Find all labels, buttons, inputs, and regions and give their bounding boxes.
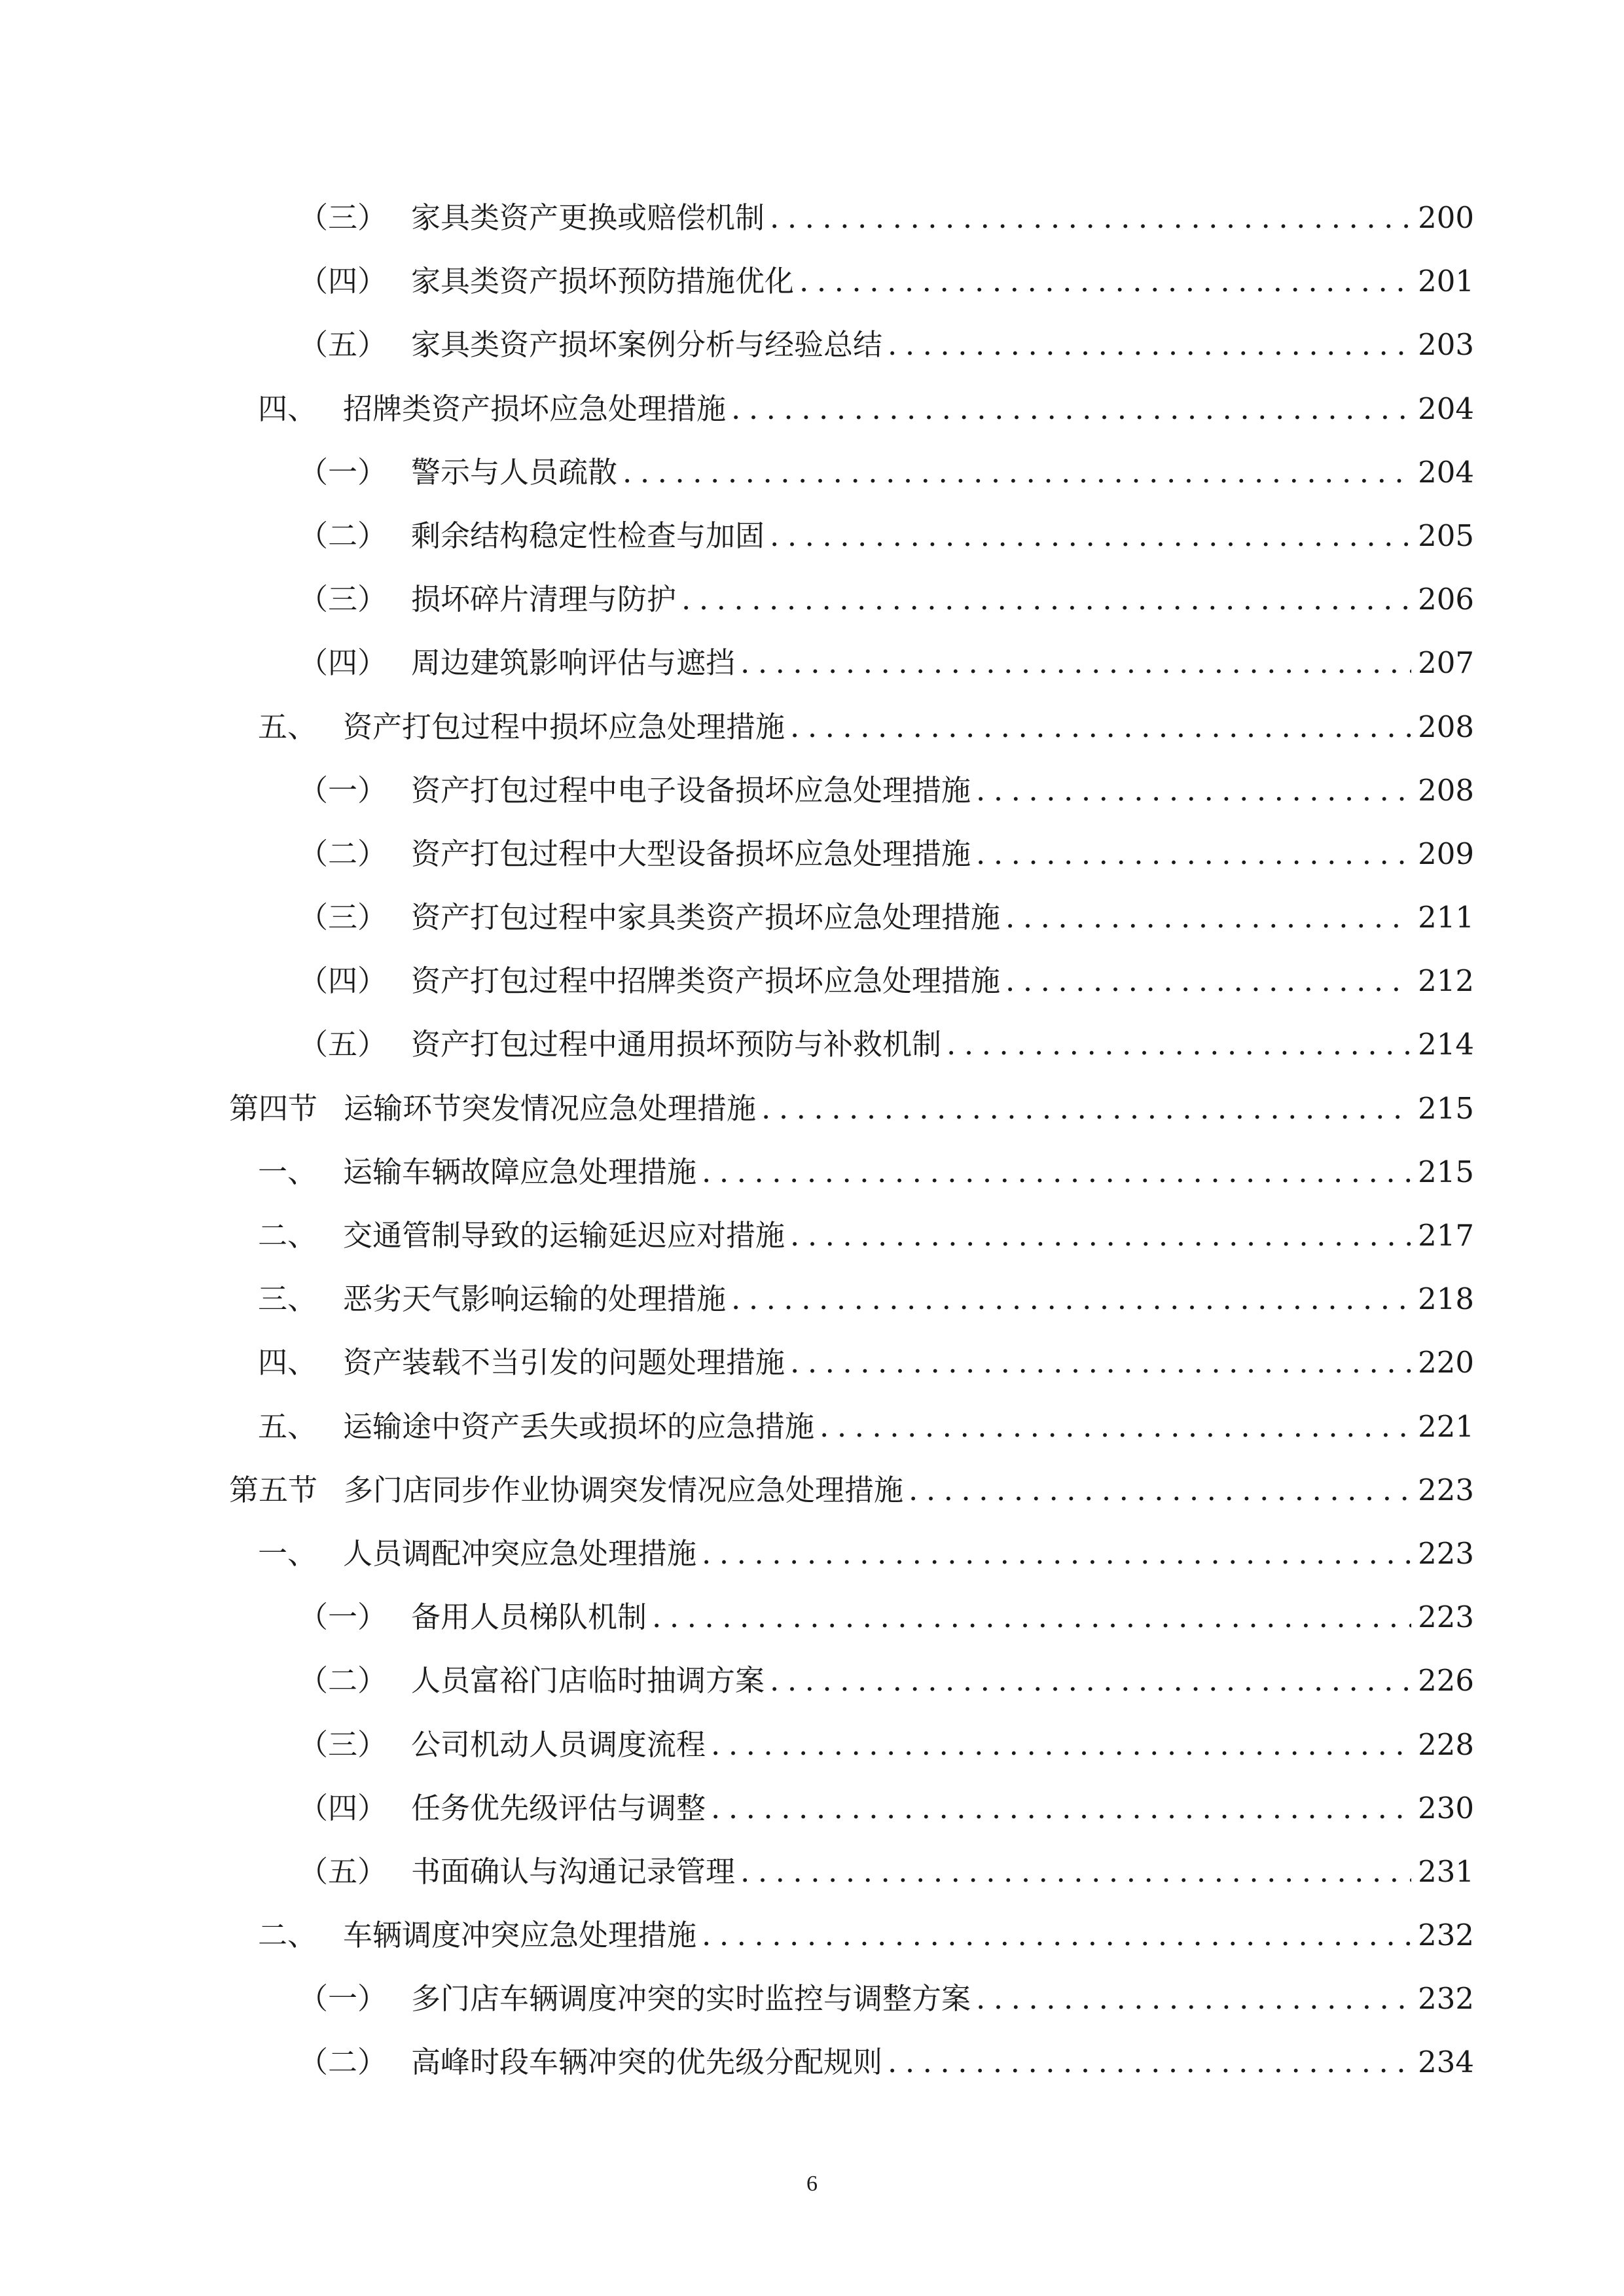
toc-entry-number: （五） xyxy=(298,1027,388,1062)
toc-entry-title: 车辆调度冲突应急处理措施 xyxy=(343,1918,697,1953)
toc-entry-page: 221 xyxy=(1418,1408,1474,1444)
toc-entry-title: 警示与人员疏散 xyxy=(411,454,618,490)
toc-entry-title: 家具类资产损坏预防措施优化 xyxy=(411,264,795,299)
toc-entry-page: 217 xyxy=(1418,1218,1474,1253)
toc-entry-number: 二、 xyxy=(258,1918,317,1953)
toc-dot-leader xyxy=(740,634,1411,692)
toc-entry[interactable] xyxy=(229,570,1474,634)
toc-dot-leader xyxy=(976,761,1411,820)
toc-dot-leader xyxy=(702,1524,1411,1583)
toc-entry-page: 200 xyxy=(1418,200,1474,235)
toc-entry-title: 资产打包过程中电子设备损坏应急处理措施 xyxy=(411,772,971,808)
toc-entry-number: （三） xyxy=(298,1727,388,1762)
toc-entry-number: 三、 xyxy=(258,1282,317,1317)
toc-entry-page: 223 xyxy=(1418,1535,1474,1571)
toc-entry-title: 人员调配冲突应急处理措施 xyxy=(343,1535,697,1571)
toc-entry[interactable] xyxy=(229,1333,1474,1397)
toc-entry-number: （三） xyxy=(298,200,388,235)
toc-entry-title: 资产打包过程中通用损坏预防与补救机制 xyxy=(411,1027,942,1062)
toc-entry[interactable] xyxy=(229,1079,1474,1143)
toc-entry[interactable] xyxy=(229,1143,1474,1206)
toc-entry[interactable] xyxy=(229,1842,1474,1906)
toc-dot-leader xyxy=(770,1651,1411,1710)
toc-entry-page: 211 xyxy=(1418,900,1474,935)
toc-entry-page: 215 xyxy=(1418,1154,1474,1189)
toc-entry-number: （五） xyxy=(298,327,388,363)
toc-entry-page: 226 xyxy=(1418,1663,1474,1698)
toc-entry-title: 家具类资产更换或赔偿机制 xyxy=(411,200,765,235)
toc-entry[interactable] xyxy=(229,1651,1474,1715)
toc-entry-page: 204 xyxy=(1418,454,1474,490)
toc-entry[interactable] xyxy=(229,634,1474,697)
toc-dot-leader xyxy=(702,1143,1411,1202)
toc-entry[interactable] xyxy=(229,825,1474,888)
toc-entry-number: （二） xyxy=(298,1663,388,1698)
toc-dot-leader xyxy=(1005,952,1411,1011)
toc-entry-page: 220 xyxy=(1418,1345,1474,1380)
toc-entry[interactable] xyxy=(229,188,1474,252)
toc-entry-page: 208 xyxy=(1418,772,1474,808)
toc-entry[interactable] xyxy=(229,507,1474,570)
toc-entry-number: 一、 xyxy=(258,1535,317,1571)
toc-entry-number: （四） xyxy=(298,963,388,999)
toc-entry-page: 209 xyxy=(1418,836,1474,871)
toc-entry[interactable] xyxy=(229,1906,1474,1969)
toc-entry-number: （三） xyxy=(298,582,388,617)
toc-entry-title: 资产打包过程中大型设备损坏应急处理措施 xyxy=(411,836,971,871)
toc-entry[interactable] xyxy=(229,1461,1474,1524)
page-number: 6 xyxy=(806,2172,818,2196)
toc-entry-page: 208 xyxy=(1418,709,1474,744)
toc-dot-leader xyxy=(799,252,1411,311)
toc-entry-page: 230 xyxy=(1418,1790,1474,1825)
toc-dot-leader xyxy=(623,443,1411,502)
toc-entry-title: 交通管制导致的运输延迟应对措施 xyxy=(343,1218,785,1253)
toc-entry-number: 四、 xyxy=(258,391,317,426)
toc-entry-title: 任务优先级评估与调整 xyxy=(411,1790,706,1825)
toc-dot-leader xyxy=(740,1842,1411,1901)
toc-entry-number: 第四节 xyxy=(229,1090,318,1126)
toc-entry-number: 第五节 xyxy=(229,1472,318,1507)
toc-entry-number: （一） xyxy=(298,1600,388,1635)
toc-entry-number: （四） xyxy=(298,264,388,299)
toc-entry[interactable] xyxy=(229,1524,1474,1588)
toc-entry[interactable] xyxy=(229,698,1474,761)
toc-dot-leader xyxy=(790,1206,1411,1265)
toc-entry[interactable] xyxy=(229,1206,1474,1270)
toc-entry-page: 205 xyxy=(1418,518,1474,553)
toc-entry[interactable] xyxy=(229,952,1474,1015)
toc-dot-leader xyxy=(770,188,1411,247)
toc-entry-number: 五、 xyxy=(258,709,317,744)
toc-dot-leader xyxy=(947,1015,1411,1074)
toc-entry-page: 231 xyxy=(1418,1854,1474,1889)
toc-entry-page: 203 xyxy=(1418,327,1474,363)
toc-dot-leader xyxy=(888,2033,1411,2092)
toc-entry-number: （二） xyxy=(298,836,388,871)
toc-entry-title: 书面确认与沟通记录管理 xyxy=(411,1854,736,1889)
toc-entry-number: 二、 xyxy=(258,1218,317,1253)
toc-entry[interactable] xyxy=(229,1270,1474,1333)
toc-dot-leader xyxy=(652,1588,1411,1647)
toc-entry[interactable] xyxy=(229,2033,1474,2096)
toc-dot-leader xyxy=(820,1397,1411,1456)
toc-entry-page: 232 xyxy=(1418,1918,1474,1953)
toc-dot-leader xyxy=(770,507,1411,565)
toc-entry-title: 招牌类资产损坏应急处理措施 xyxy=(343,391,727,426)
toc-dot-leader xyxy=(909,1461,1411,1520)
toc-dot-leader xyxy=(711,1779,1411,1838)
toc-entry-title: 人员富裕门店临时抽调方案 xyxy=(411,1663,765,1698)
toc-dot-leader xyxy=(731,380,1411,439)
toc-dot-leader xyxy=(790,698,1411,757)
toc-entry-page: 201 xyxy=(1418,264,1474,299)
toc-entry-title: 资产打包过程中家具类资产损坏应急处理措施 xyxy=(411,900,1001,935)
toc-entry-title: 周边建筑影响评估与遮挡 xyxy=(411,645,736,681)
toc-entry-title: 恶劣天气影响运输的处理措施 xyxy=(343,1282,727,1317)
toc-entry[interactable] xyxy=(229,1015,1474,1079)
toc-entry-page: 212 xyxy=(1418,963,1474,999)
toc-entry-number: （四） xyxy=(298,645,388,681)
toc-entry-page: 234 xyxy=(1418,2045,1474,2080)
toc-entry-title: 多门店车辆调度冲突的实时监控与调整方案 xyxy=(411,1981,971,2017)
toc-dot-leader xyxy=(702,1906,1411,1965)
toc-entry-title: 资产打包过程中招牌类资产损坏应急处理措施 xyxy=(411,963,1001,999)
toc-entry[interactable] xyxy=(229,315,1474,379)
toc-dot-leader xyxy=(711,1715,1411,1774)
toc-dot-leader xyxy=(731,1270,1411,1329)
toc-entry[interactable] xyxy=(229,252,1474,315)
toc-entry[interactable] xyxy=(229,888,1474,952)
toc-entry-title: 运输车辆故障应急处理措施 xyxy=(343,1154,697,1189)
toc-entry-title: 备用人员梯队机制 xyxy=(411,1600,647,1635)
toc-entry-page: 232 xyxy=(1418,1981,1474,2017)
toc-entry[interactable] xyxy=(229,1588,1474,1651)
toc-entry-page: 223 xyxy=(1418,1472,1474,1507)
toc-entry[interactable] xyxy=(229,761,1474,825)
toc-entry-title: 资产装载不当引发的问题处理措施 xyxy=(343,1345,785,1380)
toc-entry-title: 资产打包过程中损坏应急处理措施 xyxy=(343,709,785,744)
toc-entry-number: （三） xyxy=(298,900,388,935)
toc-entry[interactable] xyxy=(229,443,1474,507)
toc-dot-leader xyxy=(681,570,1411,629)
toc-entry-title: 公司机动人员调度流程 xyxy=(411,1727,706,1762)
toc-entry-page: 206 xyxy=(1418,582,1474,617)
toc-entry-number: （一） xyxy=(298,772,388,808)
toc-entry-page: 218 xyxy=(1418,1282,1474,1317)
toc-entry-title: 高峰时段车辆冲突的优先级分配规则 xyxy=(411,2045,883,2080)
toc-entry-page: 214 xyxy=(1418,1027,1474,1062)
toc-entry-title: 多门店同步作业协调突发情况应急处理措施 xyxy=(344,1472,904,1507)
toc-entry-number: （二） xyxy=(298,2045,388,2080)
toc-entry-number: 五、 xyxy=(258,1408,317,1444)
toc-entry[interactable] xyxy=(229,1715,1474,1779)
toc-entry-number: 一、 xyxy=(258,1154,317,1189)
toc-entry-page: 223 xyxy=(1418,1600,1474,1635)
toc-entry-number: （一） xyxy=(298,1981,388,2017)
toc-entry-page: 204 xyxy=(1418,391,1474,426)
toc-entry[interactable] xyxy=(229,380,1474,443)
toc-entry-page: 228 xyxy=(1418,1727,1474,1762)
toc-entry-title: 家具类资产损坏案例分析与经验总结 xyxy=(411,327,883,363)
toc-dot-leader xyxy=(888,315,1411,374)
toc-dot-leader xyxy=(1005,888,1411,947)
toc-entry[interactable] xyxy=(229,1397,1474,1461)
toc-entry-title: 损坏碎片清理与防护 xyxy=(411,582,677,617)
toc-entry[interactable] xyxy=(229,1969,1474,2033)
toc-entry-title: 运输途中资产丢失或损坏的应急措施 xyxy=(343,1408,815,1444)
toc-dot-leader xyxy=(790,1333,1411,1392)
toc-dot-leader xyxy=(976,1969,1411,2028)
toc-entry-number: （五） xyxy=(298,1854,388,1889)
toc-entry-page: 207 xyxy=(1418,645,1474,681)
toc-entry-number: （一） xyxy=(298,454,388,490)
toc-dot-leader xyxy=(976,825,1411,884)
toc-entry-title: 运输环节突发情况应急处理措施 xyxy=(344,1090,757,1126)
table-of-contents xyxy=(229,188,1474,2097)
toc-entry-number: （四） xyxy=(298,1790,388,1825)
toc-entry[interactable] xyxy=(229,1779,1474,1842)
toc-dot-leader xyxy=(761,1079,1411,1138)
toc-entry-title: 剩余结构稳定性检查与加固 xyxy=(411,518,765,553)
toc-entry-page: 215 xyxy=(1418,1090,1474,1126)
toc-entry-number: （二） xyxy=(298,518,388,553)
toc-entry-number: 四、 xyxy=(258,1345,317,1380)
